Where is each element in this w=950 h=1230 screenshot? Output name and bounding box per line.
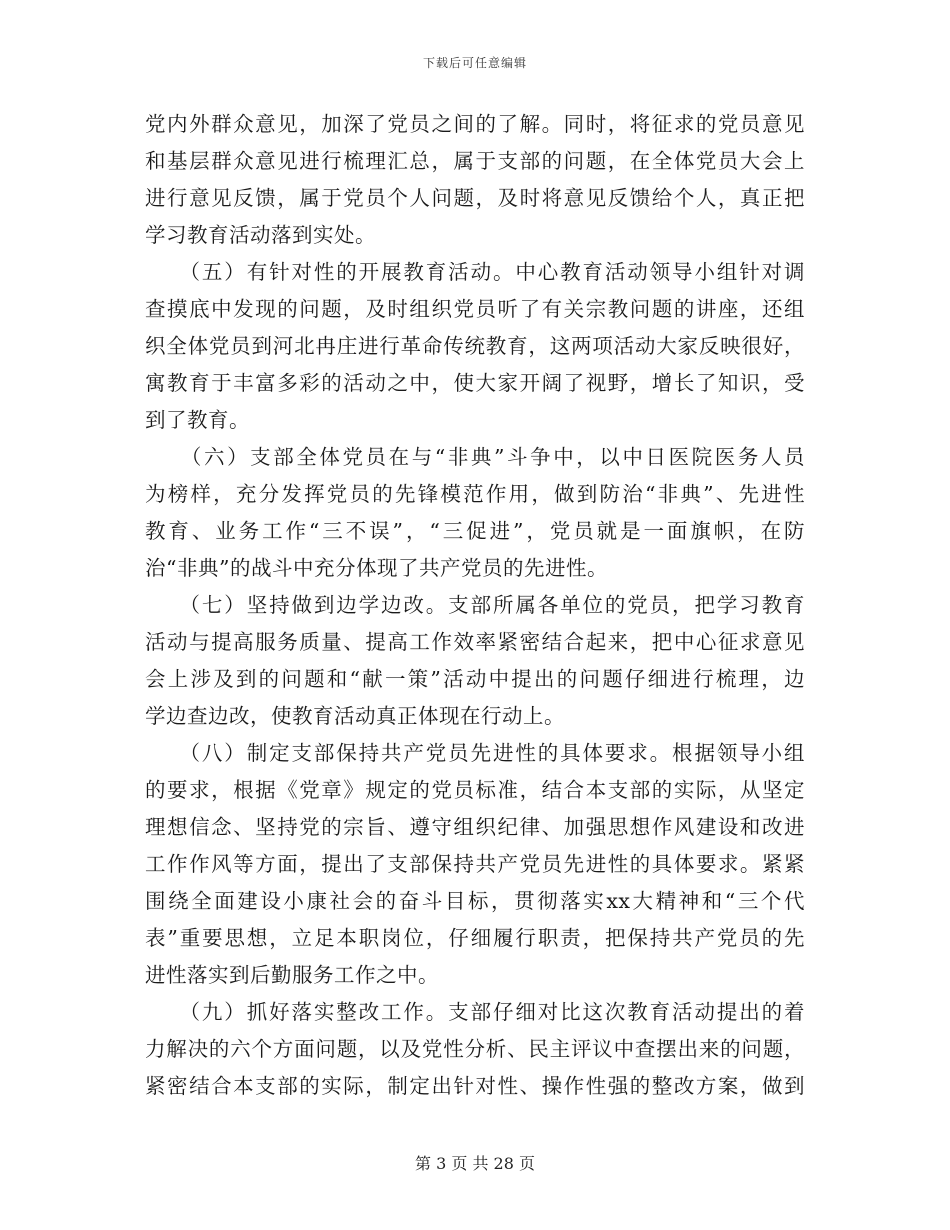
text-line: 和基层群众意见进行梳理汇总，属于支部的问题，在全体党员大会上 [145,149,805,173]
text-line: 的要求，根据《党章》规定的党员标准，结合本支部的实际，从坚定 [145,778,805,802]
text-line: 教育、业务工作“三不误”，“三促进”，党员就是一面旗帜，在防 [145,519,805,543]
text-line: （六）支部全体党员在与“非典”斗争中，以中日医院医务人员 [145,445,805,469]
text-line: 查摸底中发现的问题，及时组织党员听了有关宗教问题的讲座，还组 [145,297,805,321]
text-line: （九）抓好落实整改工作。支部仔细对比这次教育活动提出的着 [145,1000,805,1024]
text-line: 围绕全面建设小康社会的奋斗目标，贯彻落实xx大精神和“三个代 [145,889,805,913]
text-line: 工作作风等方面，提出了支部保持共产党员先进性的具体要求。紧紧 [145,852,805,876]
document-body [145,106,805,1105]
page-number: 第 3 页 共 28 页 [415,1154,535,1173]
text-line: 到了教育。 [145,408,250,432]
text-line: 活动与提高服务质量、提高工作效率紧密结合起来，把中心征求意见 [145,630,805,654]
text-line: （五）有针对性的开展教育活动。中心教育活动领导小组针对调 [145,260,805,284]
text-line: 学边查边改，使教育活动真正体现在行动上。 [145,704,565,728]
text-line: 为榜样，充分发挥党员的先锋模范作用，做到防治“非典”、先进性 [145,482,805,506]
page-header: 下载后可任意编辑 [422,56,527,70]
text-line: 寓教育于丰富多彩的活动之中，使大家开阔了视野，增长了知识，受 [145,371,805,395]
text-line: 治“非典”的战斗中充分体现了共产党员的先进性。 [145,556,608,580]
text-line: 织全体党员到河北冉庄进行革命传统教育，这两项活动大家反映很好， [145,334,805,358]
text-line: 进性落实到后勤服务工作之中。 [145,963,439,987]
text-line: 学习教育活动落到实处。 [145,223,376,247]
text-line: 表”重要思想，立足本职岗位，仔细履行职责，把保持共产党员的先 [145,926,805,950]
text-line: 紧密结合本支部的实际，制定出针对性、操作性强的整改方案，做到 [145,1074,805,1098]
text-line: 力解决的六个方面问题，以及党性分析、民主评议中查摆出来的问题， [145,1037,805,1061]
text-line: 理想信念、坚持党的宗旨、遵守组织纪律、加强思想作风建设和改进 [145,815,805,839]
text-line: 进行意见反馈，属于党员个人问题，及时将意见反馈给个人，真正把 [145,186,805,210]
text-line: （八）制定支部保持共产党员先进性的具体要求。根据领导小组 [145,741,805,765]
text-line: 会上涉及到的问题和“献一策”活动中提出的问题仔细进行梳理，边 [145,667,805,691]
text-line: （七）坚持做到边学边改。支部所属各单位的党员，把学习教育 [145,593,805,617]
text-line: 党内外群众意见，加深了党员之间的了解。同时，将征求的党员意见 [145,112,805,136]
